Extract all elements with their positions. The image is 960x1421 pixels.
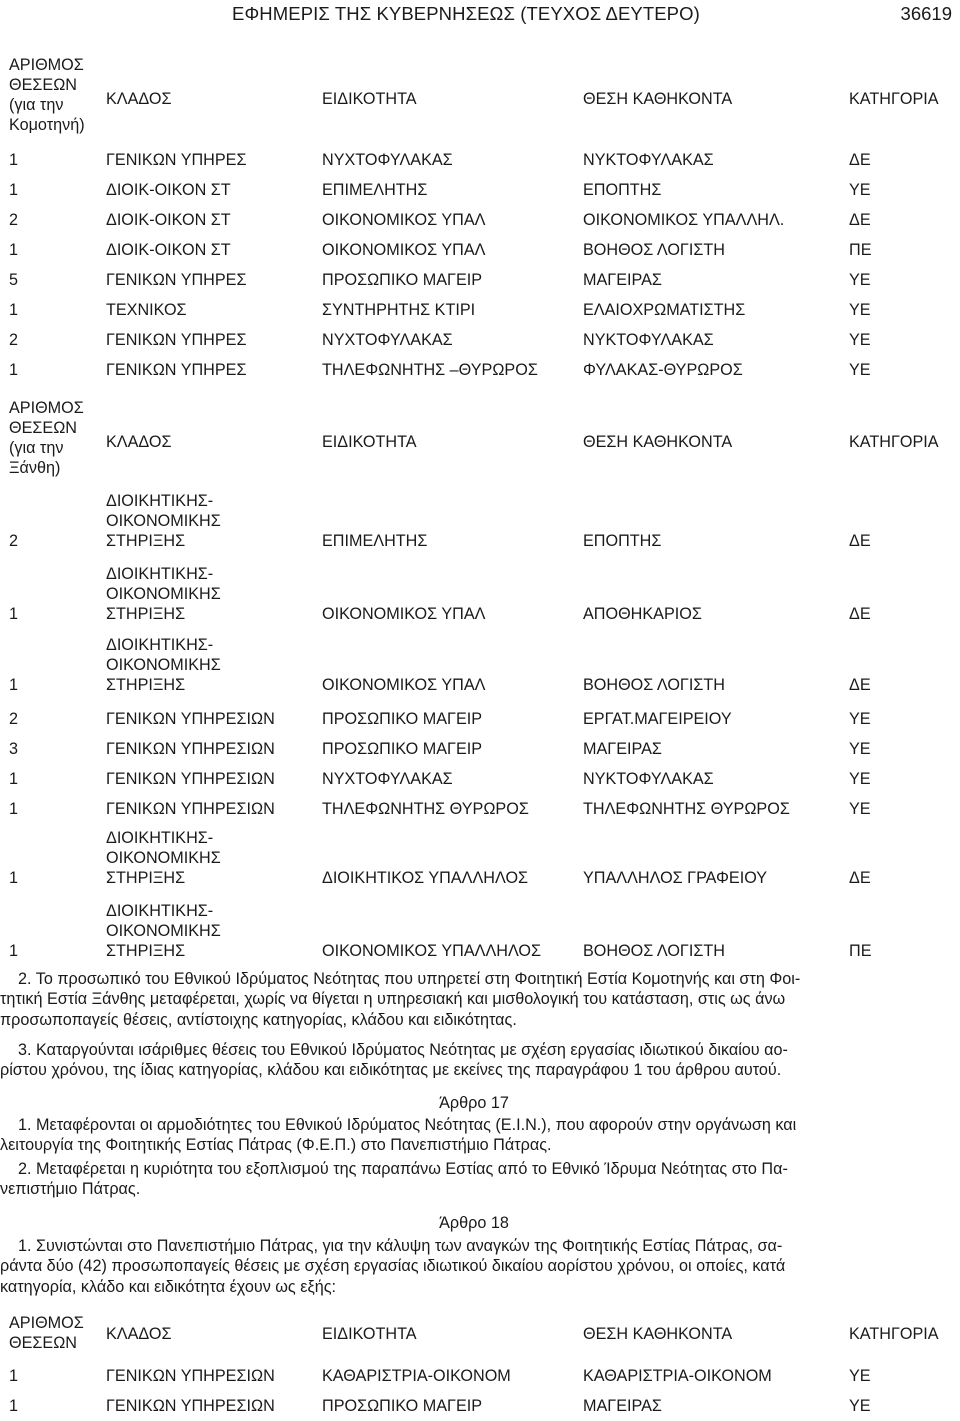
cell-klados-line: ΔΙΟΙΚΗΤΙΚΗΣ- — [106, 829, 214, 847]
cell-thesi: ΟΙΚΟΝΟΜΙΚΟΣ ΥΠΑΛΛΗΛ. — [583, 211, 785, 229]
cell-klados — [106, 491, 221, 551]
header-klados: ΚΛΑΔΟΣ — [106, 1325, 172, 1343]
cell-num: 1 — [9, 869, 19, 887]
cell-thesi: ΝΥΚΤΟΦΥΛΑΚΑΣ — [583, 770, 714, 788]
cell-num: 1 — [9, 181, 19, 199]
cell-klados: ΓΕΝΙΚΩΝ ΥΠΗΡΕΣΙΩΝ — [106, 740, 275, 758]
cell-eidikotita: ΟΙΚΟΝΟΜΙΚΟΣ ΥΠΑΛΛΗΛΟΣ — [322, 942, 542, 960]
cell-num: 1 — [9, 800, 19, 818]
cell-num: 1 — [9, 1367, 19, 1385]
cell-katigoria: ΔΕ — [849, 605, 871, 623]
cell-eidikotita: ΝΥΧΤΟΦΥΛΑΚΑΣ — [322, 151, 453, 169]
cell-eidikotita: ΕΠΙΜΕΛΗΤΗΣ — [322, 532, 428, 550]
cell-katigoria: ΥΕ — [849, 740, 871, 758]
cell-klados: ΓΕΝΙΚΩΝ ΥΠΗΡΕΣΙΩΝ — [106, 1367, 275, 1385]
header-eidikotita: ΕΙΔΙΚΟΤΗΤΑ — [322, 1325, 417, 1343]
cell-num: 1 — [9, 942, 19, 960]
header-thesi: ΘΕΣΗ ΚΑΘΗΚΟΝΤΑ — [583, 90, 733, 108]
text-line: 3. Καταργούνται ισάριθμες θέσεις του Εθνικού Ιδρύματος Νεότητας με σχέση εργασίας ιδιωτικού δικαίου αο- — [18, 1041, 788, 1059]
text-line: 2. Το προσωπικό του Εθνικού Ιδρύματος Νεότητας που υπηρετεί στη Φοιτητική Εστία Κομοτηνής και στη Φοι- — [18, 970, 801, 988]
cell-klados-line: ΟΙΚΟΝΟΜΙΚΗΣ — [106, 512, 221, 530]
cell-klados: ΓΕΝΙΚΩΝ ΥΠΗΡΕΣΙΩΝ — [106, 800, 275, 818]
cell-eidikotita: ΠΡΟΣΩΠΙΚΟ ΜΑΓΕΙΡ — [322, 740, 483, 758]
cell-katigoria: ΥΕ — [849, 271, 871, 289]
cell-eidikotita: ΤΗΛΕΦΩΝΗΤΗΣ ΘΥΡΩΡΟΣ — [322, 800, 529, 818]
text-line: 1. Μεταφέρονται οι αρμοδιότητες του Εθνικού Ιδρύματος Νεότητας (Ε.Ι.Ν.), που αφορούν στην οργάνωση και — [18, 1116, 797, 1134]
header-num-line: (για την — [9, 96, 64, 114]
cell-katigoria: ΥΕ — [849, 1367, 871, 1385]
cell-num: 1 — [9, 1397, 19, 1415]
cell-eidikotita: ΣΥΝΤΗΡΗΤΗΣ ΚΤΙΡΙ — [322, 301, 476, 319]
cell-thesi: ΥΠΑΛΛΗΛΟΣ ΓΡΑΦΕΙΟΥ — [583, 869, 768, 887]
cell-num: 1 — [9, 151, 19, 169]
cell-thesi: ΒΟΗΘΟΣ ΛΟΓΙΣΤΗ — [583, 942, 725, 960]
cell-katigoria: ΠΕ — [849, 942, 872, 960]
cell-katigoria: ΥΕ — [849, 800, 871, 818]
header-num-line: ΑΡΙΘΜΟΣ — [9, 1314, 84, 1332]
header-num-line: ΘΕΣΕΩΝ — [9, 1334, 77, 1352]
cell-klados-line: ΔΙΟΙΚΗΤΙΚΗΣ- — [106, 902, 214, 920]
cell-eidikotita: ΔΙΟΙΚΗΤΙΚΟΣ ΥΠΑΛΛΗΛΟΣ — [322, 869, 529, 887]
cell-thesi: ΑΠΟΘΗΚΑΡΙΟΣ — [583, 605, 702, 623]
cell-thesi: ΤΗΛΕΦΩΝΗΤΗΣ ΘΥΡΩΡΟΣ — [583, 800, 790, 818]
cell-katigoria: ΔΕ — [849, 151, 871, 169]
cell-klados-line: ΟΙΚΟΝΟΜΙΚΗΣ — [106, 922, 221, 940]
header-num-line: ΘΕΣΕΩΝ — [9, 419, 77, 437]
cell-katigoria: ΥΕ — [849, 301, 871, 319]
article-18-paragraph-1 — [0, 1236, 952, 1297]
cell-klados: ΓΕΝΙΚΩΝ ΥΠΗΡΕΣ — [106, 271, 247, 289]
cell-klados-line: ΔΙΟΙΚΗΤΙΚΗΣ- — [106, 492, 214, 510]
cell-klados: ΔΙΟΙΚ-ΟΙΚΟΝ ΣΤ — [106, 241, 231, 259]
cell-num: 2 — [9, 532, 19, 550]
cell-katigoria: ΥΕ — [849, 1397, 871, 1415]
cell-num: 1 — [9, 676, 19, 694]
cell-num: 2 — [9, 331, 19, 349]
cell-num: 1 — [9, 241, 19, 259]
page-header — [0, 0, 960, 30]
cell-klados-line: ΔΙΟΙΚΗΤΙΚΗΣ- — [106, 636, 214, 654]
cell-thesi: ΝΥΚΤΟΦΥΛΑΚΑΣ — [583, 151, 714, 169]
cell-eidikotita: ΟΙΚΟΝΟΜΙΚΟΣ ΥΠΑΛ — [322, 605, 486, 623]
text-line: 1. Συνιστώνται στο Πανεπιστήμιο Πάτρας, για την κάλυψη των αναγκών της Φοιτητικής Εστίας Πάτρας, σα- — [18, 1237, 783, 1255]
paragraph-2 — [0, 969, 952, 1030]
header-thesi: ΘΕΣΗ ΚΑΘΗΚΟΝΤΑ — [583, 433, 733, 451]
cell-thesi: ΚΑΘΑΡΙΣΤΡΙΑ-ΟΙΚΟΝΟΜ — [583, 1367, 772, 1385]
cell-thesi: ΕΠΟΠΤΗΣ — [583, 532, 662, 550]
cell-thesi: ΜΑΓΕΙΡΑΣ — [583, 271, 662, 289]
header-num-line: ΘΕΣΕΩΝ — [9, 76, 77, 94]
text-line: λειτουργία της Φοιτητικής Εστίας Πάτρας (Φ.Ε.Π.) στο Πανεπιστήμιο Πάτρας. — [0, 1136, 552, 1155]
cell-num: 1 — [9, 605, 19, 623]
text-line: τητική Εστία Ξάνθης μεταφέρεται, χωρίς να θίγεται η υπηρεσιακή και μισθολογική του κατάσταση, στις ως άνω — [0, 990, 786, 1009]
cell-katigoria: ΔΕ — [849, 211, 871, 229]
cell-klados: ΤΕΧΝΙΚΟΣ — [106, 301, 187, 319]
header-num-line: Ξάνθη) — [9, 459, 61, 477]
text-line: ρίστου χρόνου, της ίδιας κατηγορίας, κλάδου και ειδικότητας με εκείνες της παραγράφου 1 του άρθρου αυτού. — [0, 1061, 782, 1080]
cell-klados — [106, 635, 221, 695]
cell-klados — [106, 564, 221, 624]
cell-katigoria: ΥΕ — [849, 710, 871, 728]
text-line: κατηγορία, κλάδο και ειδικότητα έχουν ως εξής: — [0, 1277, 336, 1296]
cell-klados-line: ΔΙΟΙΚΗΤΙΚΗΣ- — [106, 565, 214, 583]
cell-klados: ΓΕΝΙΚΩΝ ΥΠΗΡΕΣΙΩΝ — [106, 1397, 275, 1415]
header-num — [9, 55, 85, 135]
cell-klados: ΓΕΝΙΚΩΝ ΥΠΗΡΕΣΙΩΝ — [106, 770, 275, 788]
cell-thesi: ΕΡΓΑΤ.ΜΑΓΕΙΡΕΙΟΥ — [583, 710, 732, 728]
cell-thesi: ΕΛΑΙΟΧΡΩΜΑΤΙΣΤΗΣ — [583, 301, 746, 319]
article-17-paragraph-1 — [0, 1115, 952, 1156]
header-num-line: ΑΡΙΘΜΟΣ — [9, 399, 84, 417]
header-thesi: ΘΕΣΗ ΚΑΘΗΚΟΝΤΑ — [583, 1325, 733, 1343]
gazette-title: ΕΦΗΜΕΡΙΣ ΤΗΣ ΚΥΒΕΡΝΗΣΕΩΣ (ΤΕΥΧΟΣ ΔΕΥΤΕΡΟ) — [232, 3, 700, 24]
cell-klados-line: ΣΤΗΡΙΞΗΣ — [106, 942, 186, 960]
cell-klados: ΓΕΝΙΚΩΝ ΥΠΗΡΕΣΙΩΝ — [106, 710, 275, 728]
cell-num: 2 — [9, 710, 19, 728]
cell-eidikotita: ΝΥΧΤΟΦΥΛΑΚΑΣ — [322, 331, 453, 349]
article-17-heading: Άρθρο 17 — [439, 1094, 509, 1112]
cell-klados-line: ΟΙΚΟΝΟΜΙΚΗΣ — [106, 585, 221, 603]
cell-klados-line: ΣΤΗΡΙΞΗΣ — [106, 605, 186, 623]
text-line: προσωποπαγείς θέσεις, αντίστοιχης κατηγορίας, κλάδου και ειδικότητας. — [0, 1010, 517, 1029]
cell-eidikotita: ΚΑΘΑΡΙΣΤΡΙΑ-ΟΙΚΟΝΟΜ — [322, 1367, 511, 1385]
cell-thesi: ΕΠΟΠΤΗΣ — [583, 181, 662, 199]
cell-klados-line: ΟΙΚΟΝΟΜΙΚΗΣ — [106, 656, 221, 674]
page-number: 36619 — [900, 3, 952, 24]
cell-katigoria: ΔΕ — [849, 532, 871, 550]
text-line: 2. Μεταφέρεται η κυριότητα του εξοπλισμού της παραπάνω Εστίας από το Εθνικό Ίδρυμα Νεότητας στο Πα- — [18, 1160, 788, 1178]
cell-num: 1 — [9, 301, 19, 319]
cell-thesi: ΒΟΗΘΟΣ ΛΟΓΙΣΤΗ — [583, 241, 725, 259]
cell-num: 1 — [9, 361, 19, 379]
cell-eidikotita: ΠΡΟΣΩΠΙΚΟ ΜΑΓΕΙΡ — [322, 710, 483, 728]
cell-eidikotita: ΟΙΚΟΝΟΜΙΚΟΣ ΥΠΑΛ — [322, 676, 486, 694]
cell-eidikotita: ΤΗΛΕΦΩΝΗΤΗΣ –ΘΥΡΩΡΟΣ — [322, 361, 538, 379]
cell-katigoria: ΔΕ — [849, 869, 871, 887]
header-klados: ΚΛΑΔΟΣ — [106, 90, 172, 108]
paragraph-3 — [0, 1040, 952, 1081]
cell-num: 5 — [9, 271, 19, 289]
cell-thesi: ΜΑΓΕΙΡΑΣ — [583, 1397, 662, 1415]
text-line: νεπιστήμιο Πάτρας. — [0, 1180, 141, 1199]
cell-klados-line: ΣΤΗΡΙΞΗΣ — [106, 869, 186, 887]
header-katigoria: ΚΑΤΗΓΟΡΙΑ — [849, 1325, 939, 1343]
header-klados: ΚΛΑΔΟΣ — [106, 433, 172, 451]
cell-eidikotita: ΟΙΚΟΝΟΜΙΚΟΣ ΥΠΑΛ — [322, 211, 486, 229]
cell-katigoria: ΠΕ — [849, 241, 872, 259]
cell-katigoria: ΥΕ — [849, 331, 871, 349]
header-num-line: (για την — [9, 439, 64, 457]
cell-klados — [106, 828, 221, 888]
text-line: ράντα δύο (42) προσωποπαγείς θέσεις με σχέση εργασίας ιδιωτικού δικαίου αορίστου χρόνου, οι οποίες, κατά — [0, 1257, 786, 1276]
article-18-heading: Άρθρο 18 — [439, 1214, 509, 1232]
header-num — [9, 398, 84, 478]
header-eidikotita: ΕΙΔΙΚΟΤΗΤΑ — [322, 90, 417, 108]
cell-thesi: ΜΑΓΕΙΡΑΣ — [583, 740, 662, 758]
cell-eidikotita: ΝΥΧΤΟΦΥΛΑΚΑΣ — [322, 770, 453, 788]
cell-num: 3 — [9, 740, 19, 758]
cell-thesi: ΝΥΚΤΟΦΥΛΑΚΑΣ — [583, 331, 714, 349]
cell-klados: ΓΕΝΙΚΩΝ ΥΠΗΡΕΣ — [106, 361, 247, 379]
header-num — [9, 1313, 84, 1353]
cell-thesi: ΒΟΗΘΟΣ ΛΟΓΙΣΤΗ — [583, 676, 725, 694]
header-num-line: Κομοτηνή) — [9, 116, 85, 134]
header-eidikotita: ΕΙΔΙΚΟΤΗΤΑ — [322, 433, 417, 451]
cell-katigoria: ΥΕ — [849, 770, 871, 788]
cell-klados-line: ΣΤΗΡΙΞΗΣ — [106, 676, 186, 694]
cell-katigoria: ΔΕ — [849, 676, 871, 694]
cell-klados: ΓΕΝΙΚΩΝ ΥΠΗΡΕΣ — [106, 151, 247, 169]
cell-num: 1 — [9, 770, 19, 788]
cell-eidikotita: ΟΙΚΟΝΟΜΙΚΟΣ ΥΠΑΛ — [322, 241, 486, 259]
header-num-line: ΑΡΙΘΜΟΣ — [9, 56, 84, 74]
header-katigoria: ΚΑΤΗΓΟΡΙΑ — [849, 433, 939, 451]
cell-thesi: ΦΥΛΑΚΑΣ-ΘΥΡΩΡΟΣ — [583, 361, 743, 379]
cell-eidikotita: ΠΡΟΣΩΠΙΚΟ ΜΑΓΕΙΡ — [322, 1397, 483, 1415]
cell-katigoria: ΥΕ — [849, 361, 871, 379]
cell-klados — [106, 901, 221, 961]
article-17-paragraph-2 — [0, 1159, 952, 1200]
cell-num: 2 — [9, 211, 19, 229]
cell-klados: ΔΙΟΙΚ-ΟΙΚΟΝ ΣΤ — [106, 211, 231, 229]
cell-eidikotita: ΠΡΟΣΩΠΙΚΟ ΜΑΓΕΙΡ — [322, 271, 483, 289]
cell-klados-line: ΟΙΚΟΝΟΜΙΚΗΣ — [106, 849, 221, 867]
cell-klados-line: ΣΤΗΡΙΞΗΣ — [106, 532, 186, 550]
cell-klados: ΓΕΝΙΚΩΝ ΥΠΗΡΕΣ — [106, 331, 247, 349]
cell-klados: ΔΙΟΙΚ-ΟΙΚΟΝ ΣΤ — [106, 181, 231, 199]
cell-eidikotita: ΕΠΙΜΕΛΗΤΗΣ — [322, 181, 428, 199]
header-katigoria: ΚΑΤΗΓΟΡΙΑ — [849, 90, 939, 108]
cell-katigoria: ΥΕ — [849, 181, 871, 199]
